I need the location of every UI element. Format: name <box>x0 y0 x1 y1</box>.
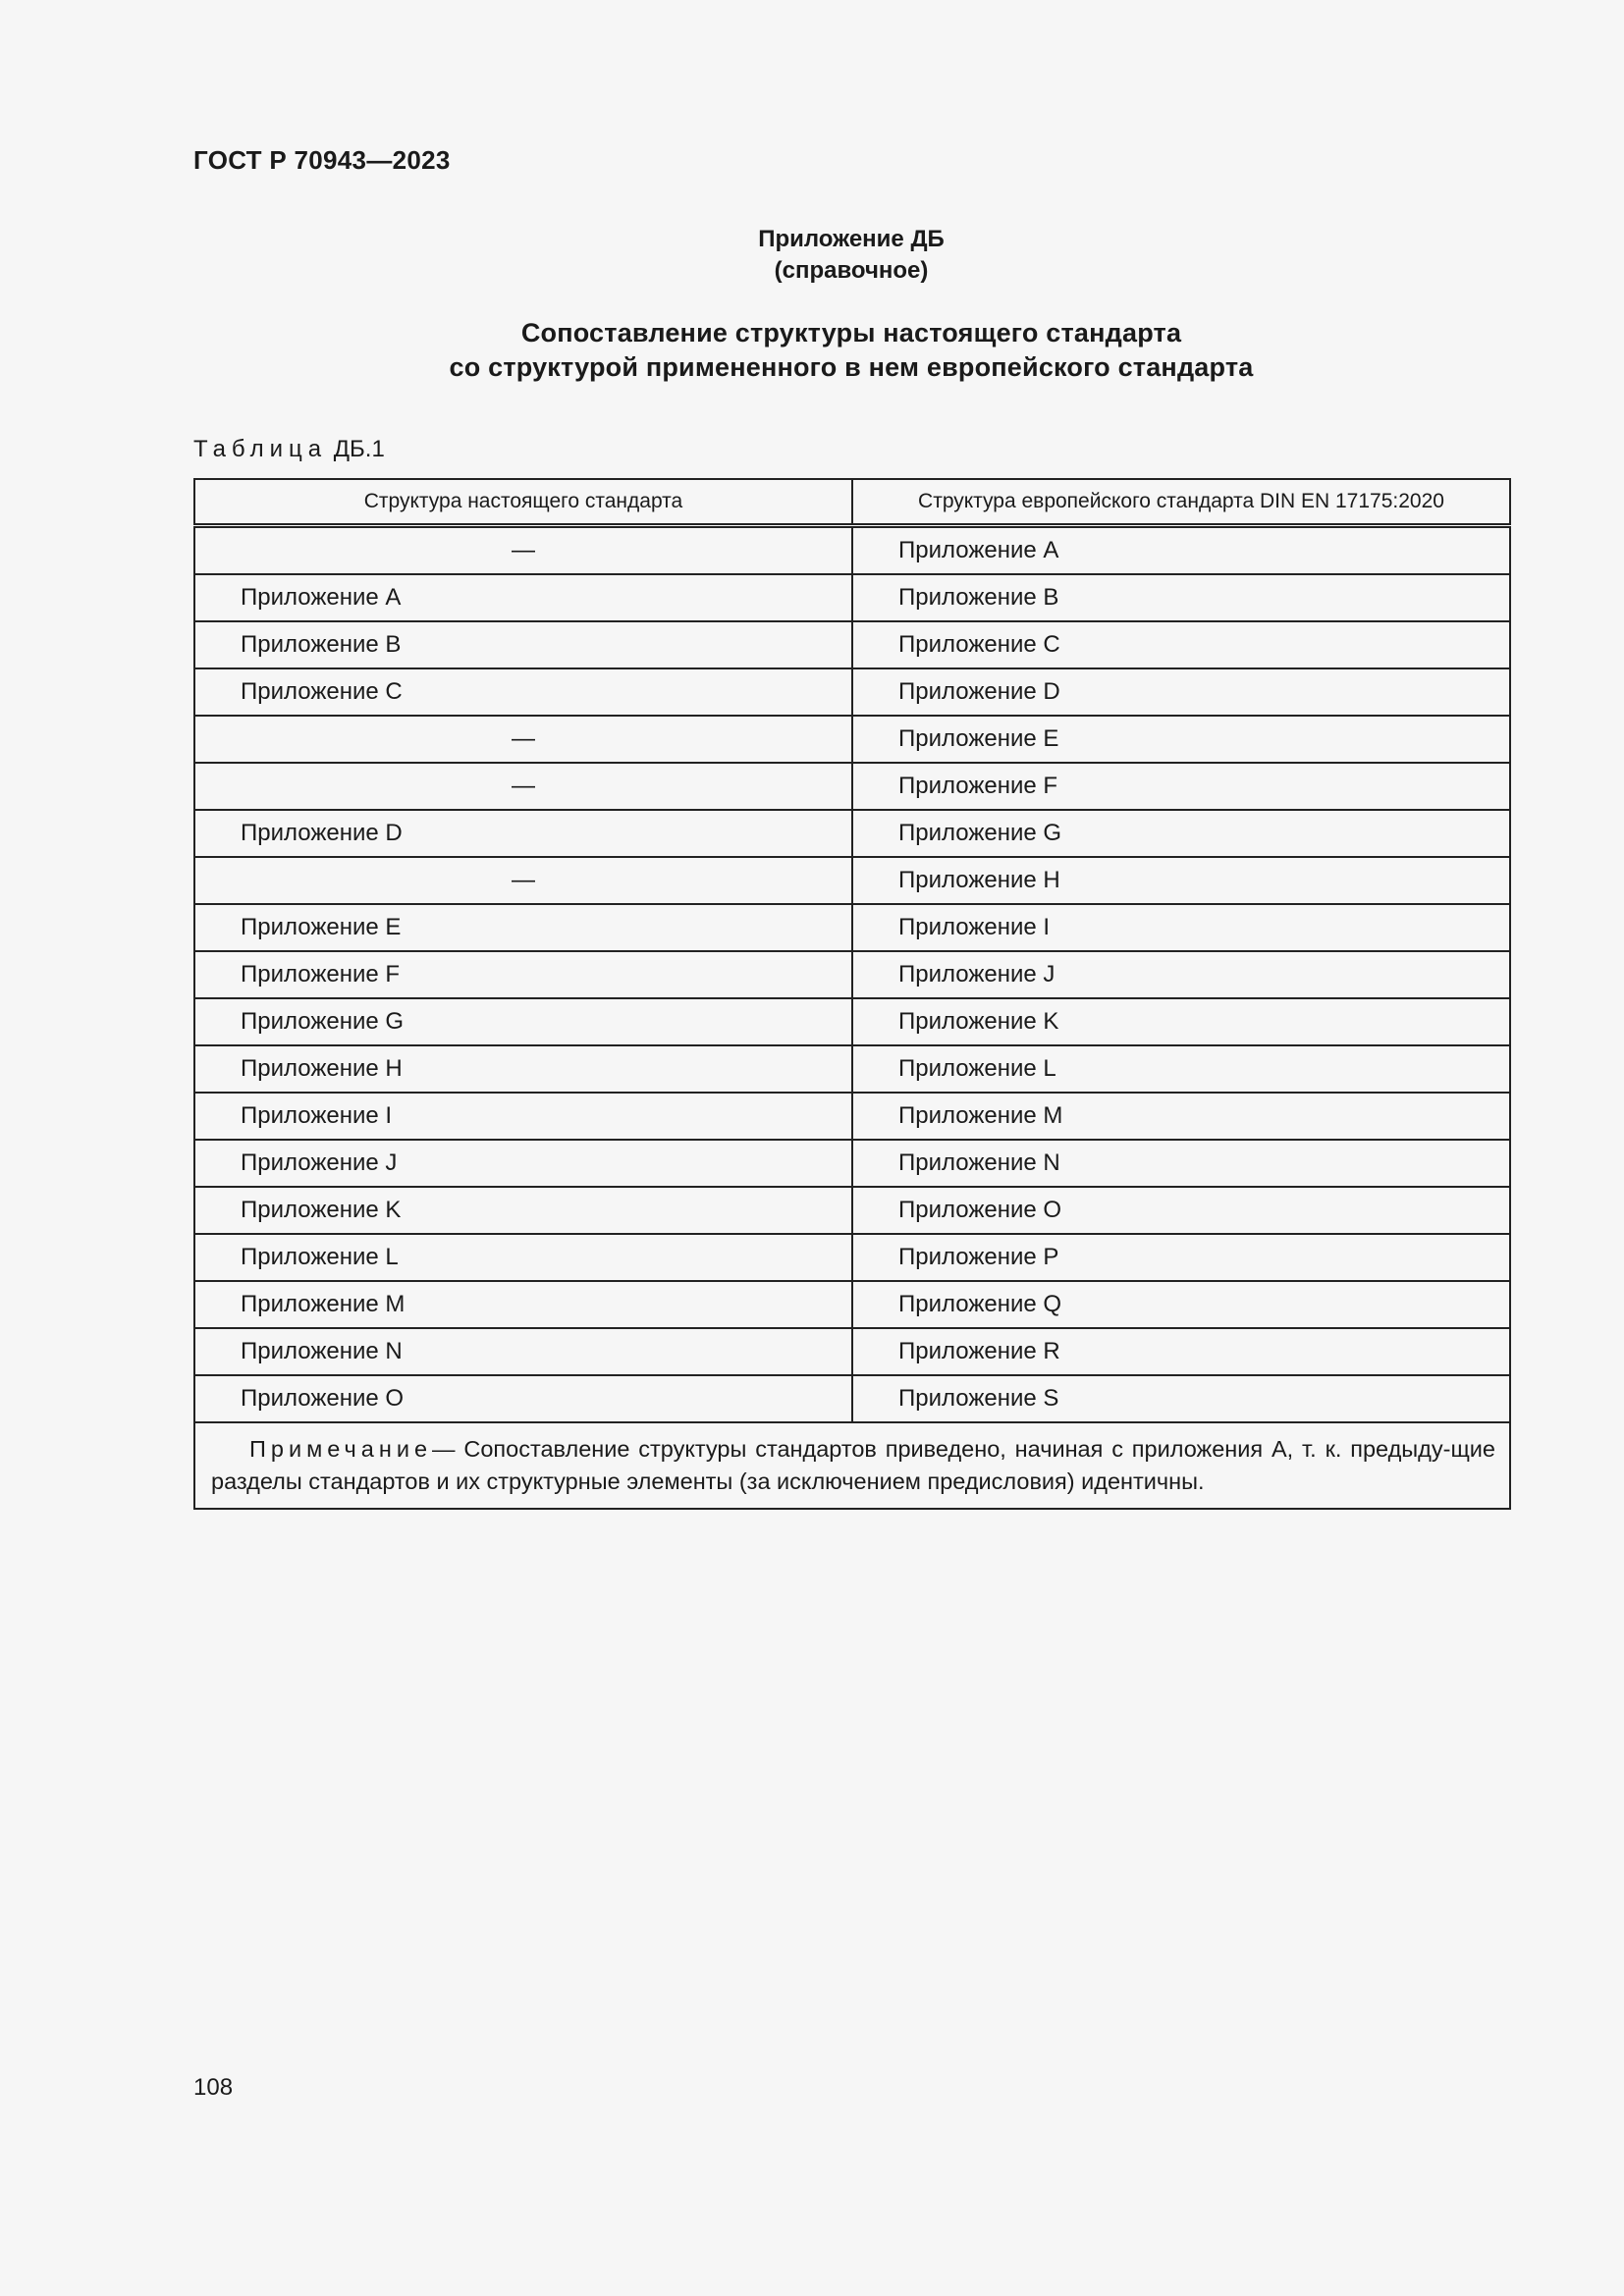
cell-this-standard: — <box>194 763 852 810</box>
appendix-title <box>193 316 1509 385</box>
table-row <box>194 857 1510 904</box>
table-note-row <box>194 1422 1510 1509</box>
table-row <box>194 1045 1510 1093</box>
table-row <box>194 1328 1510 1375</box>
cell-this-standard: Приложение L <box>194 1234 852 1281</box>
cell-european-standard: Приложение D <box>852 668 1510 716</box>
table-row <box>194 763 1510 810</box>
cell-european-standard: Приложение I <box>852 904 1510 951</box>
table-row <box>194 716 1510 763</box>
table-note <box>194 1422 1510 1509</box>
cell-this-standard: Приложение G <box>194 998 852 1045</box>
table-caption-number: ДБ.1 <box>333 436 385 462</box>
table-row <box>194 951 1510 998</box>
cell-european-standard: Приложение C <box>852 621 1510 668</box>
table-row <box>194 1281 1510 1328</box>
cell-this-standard: Приложение J <box>194 1140 852 1187</box>
cell-european-standard: Приложение M <box>852 1093 1510 1140</box>
cell-this-standard: Приложение O <box>194 1375 852 1422</box>
table-row <box>194 526 1510 575</box>
cell-european-standard: Приложение H <box>852 857 1510 904</box>
table-row <box>194 810 1510 857</box>
cell-european-standard: Приложение N <box>852 1140 1510 1187</box>
table-row <box>194 904 1510 951</box>
cell-this-standard: — <box>194 857 852 904</box>
cell-this-standard: Приложение C <box>194 668 852 716</box>
cell-this-standard: Приложение I <box>194 1093 852 1140</box>
cell-this-standard: Приложение B <box>194 621 852 668</box>
cell-european-standard: Приложение K <box>852 998 1510 1045</box>
table-row <box>194 668 1510 716</box>
appendix-kind: (справочное) <box>774 257 929 284</box>
title-line-1: Сопоставление структуры настоящего стандарта <box>520 318 1182 347</box>
cell-this-standard: Приложение N <box>194 1328 852 1375</box>
cell-this-standard: Приложение K <box>194 1187 852 1234</box>
table-row <box>194 1140 1510 1187</box>
cell-european-standard: Приложение L <box>852 1045 1510 1093</box>
table-caption <box>193 436 385 463</box>
cell-this-standard: — <box>194 716 852 763</box>
cell-european-standard: Приложение P <box>852 1234 1510 1281</box>
document-code-header: ГОСТ Р 70943—2023 <box>193 145 451 175</box>
cell-european-standard: Приложение Q <box>852 1281 1510 1328</box>
column-header-european-standard: Структура европейского стандарта DIN EN 17175:2020 <box>852 479 1510 526</box>
cell-this-standard: Приложение D <box>194 810 852 857</box>
table-row <box>194 574 1510 621</box>
cell-european-standard: Приложение G <box>852 810 1510 857</box>
cell-european-standard: Приложение J <box>852 951 1510 998</box>
cell-this-standard: Приложение H <box>194 1045 852 1093</box>
table-row <box>194 1375 1510 1422</box>
note-text: — Сопоставление структуры стандартов приведено, начиная с приложения А, т. к. предыду-щие разделы стандартов и их структурные элементы (за исключением предисловия) идентичны. <box>211 1436 1495 1494</box>
appendix-name: Приложение ДБ <box>758 226 945 252</box>
cell-this-standard: Приложение А <box>194 574 852 621</box>
cell-this-standard: Приложение F <box>194 951 852 998</box>
column-header-this-standard: Структура настоящего стандарта <box>194 479 852 526</box>
cell-european-standard: Приложение O <box>852 1187 1510 1234</box>
cell-european-standard: Приложение B <box>852 574 1510 621</box>
note-label: Примечание <box>249 1436 433 1462</box>
structure-comparison-table <box>193 478 1511 1510</box>
table-row <box>194 1234 1510 1281</box>
cell-european-standard: Приложение E <box>852 716 1510 763</box>
cell-european-standard: Приложение R <box>852 1328 1510 1375</box>
table-row <box>194 1187 1510 1234</box>
table-row <box>194 621 1510 668</box>
title-line-2: со структурой примененного в нем европейского стандарта <box>449 352 1254 382</box>
cell-european-standard: Приложение A <box>852 526 1510 575</box>
table-header-row <box>194 479 1510 526</box>
cell-european-standard: Приложение F <box>852 763 1510 810</box>
page-number: 108 <box>193 2074 234 2101</box>
table-body <box>194 526 1510 1423</box>
cell-european-standard: Приложение S <box>852 1375 1510 1422</box>
table-caption-word: Таблица <box>193 436 328 462</box>
cell-this-standard: Приложение E <box>194 904 852 951</box>
table-row <box>194 1093 1510 1140</box>
table-row <box>194 998 1510 1045</box>
cell-this-standard: Приложение M <box>194 1281 852 1328</box>
appendix-heading <box>193 224 1509 287</box>
cell-this-standard: — <box>194 526 852 575</box>
